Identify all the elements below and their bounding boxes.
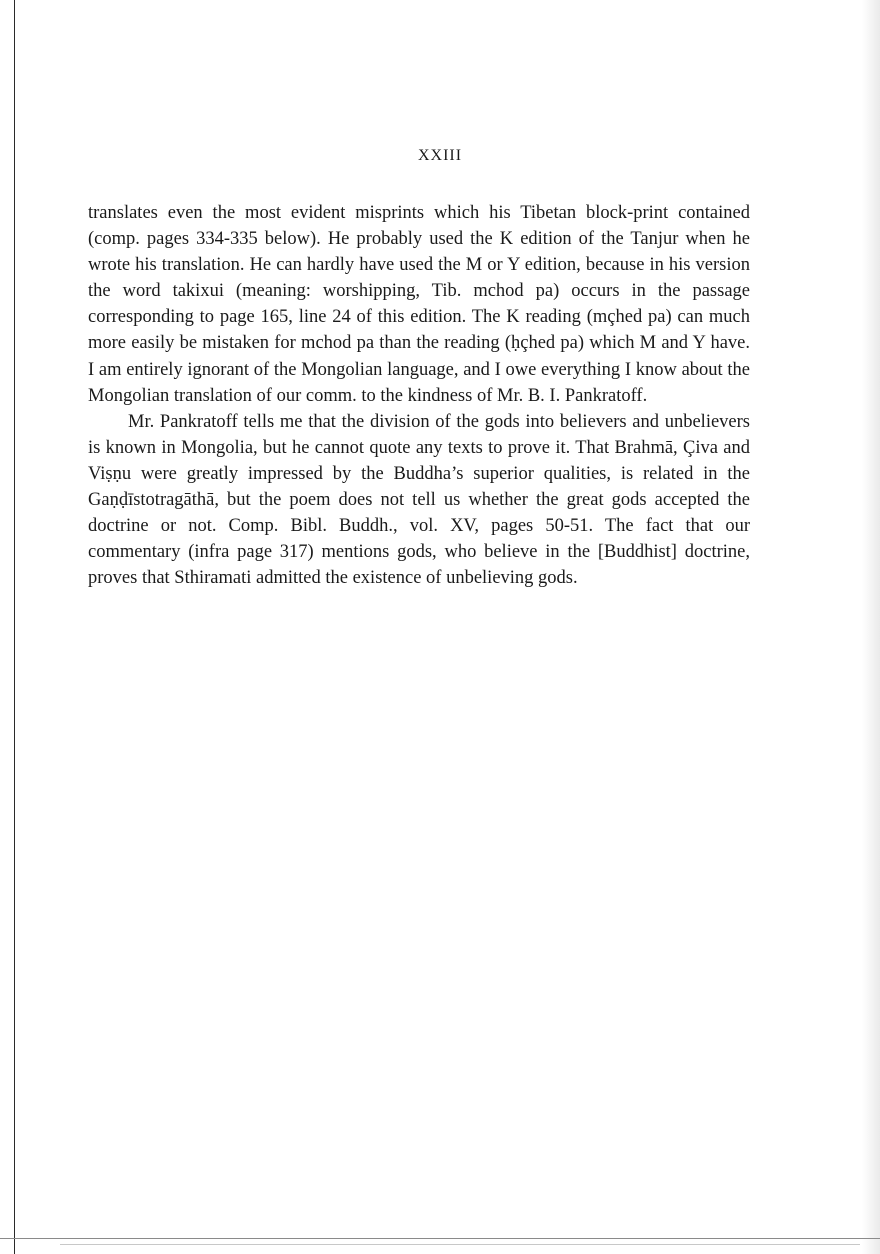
page-edge-bottom-rule-faint [60,1244,860,1245]
page-edge-right-shadow [862,0,880,1254]
paragraph-1: translates even the most evident misprints which his Tibetan block-print contained (comp. pages 334-335 below). He probably used the K edition of the Tanjur when he wrote his translation. He can hardly have used the M or Y edition, because in his version the word takixui (meaning: worshipping, Tib. mchod pa) occurs in the passage corresponding to page 165, line 24 of this edition. The K reading (mçhed pa) can much more easily be mistaken for mchod pa than the reading (ḥçhed pa) which M and Y have. I am entirely ignorant of the Mongolian language, and I owe everything I know about the Mongolian translation of our comm. to the kindness of Mr. B. I. Pankratoff. [88,203,750,406]
page-number: XXIII [417,147,463,164]
page-edge-left-rule [14,0,15,1254]
paragraph-2: Mr. Pankratoff tells me that the division of the gods into believers and unbelievers is known in Mongolia, but he cannot quote any texts to prove it. That Brahmā, Çiva and Viṣṇu were greatly impressed by the Buddha’s superior qualities, is related in the Gaṇḍīstotragāthā, but the poem does not tell us whether the great gods accepted the doctrine or not. Comp. Bibl. Buddh., vol. XV, pages 50-51. The fact that our commentary (infra page 317) mentions gods, who believe in the [Buddhist] doctrine, proves that Sthiramati admitted the existence of unbelieving gods. [88,411,750,589]
page-edge-bottom-rule [0,1238,880,1239]
body-text [88,200,750,591]
